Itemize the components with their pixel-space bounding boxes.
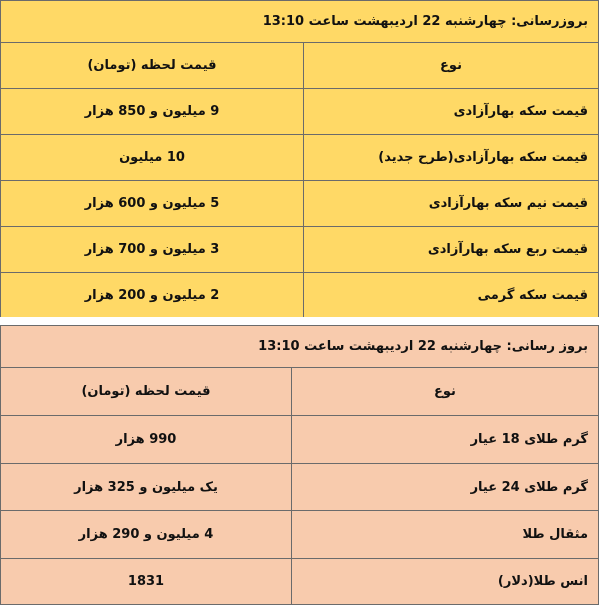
- row-type: گرم طلای 18 عیار: [292, 416, 599, 464]
- row-type: قیمت ربع سکه بهارآزادی: [304, 227, 599, 273]
- table-header-row: [1, 368, 599, 416]
- table-row: [1, 511, 599, 559]
- gold-price-table: [0, 325, 599, 605]
- row-price: 990 هزار: [1, 416, 292, 464]
- row-price: 1831: [1, 559, 292, 605]
- row-type: قیمت سکه بهارآزادی: [304, 89, 599, 135]
- row-type: گرم طلای 24 عیار: [292, 464, 599, 511]
- update-banner: بروزرسانی: چهارشنبه 22 اردیبهشت ساعت 13:10: [1, 1, 599, 43]
- row-type: قیمت سکه گرمی: [304, 273, 599, 318]
- row-type: قیمت سکه بهارآزادی(طرح جدید): [304, 135, 599, 181]
- row-price: 9 میلیون و 850 هزار: [1, 89, 304, 135]
- table-banner-row: [1, 1, 599, 43]
- table-row: [1, 89, 599, 135]
- table-banner-row: [1, 326, 599, 368]
- row-type: انس طلا(دلار): [292, 559, 599, 605]
- table-row: [1, 181, 599, 227]
- table-row: [1, 559, 599, 605]
- row-price: 4 میلیون و 290 هزار: [1, 511, 292, 559]
- header-type: نوع: [304, 43, 599, 89]
- table-row: [1, 273, 599, 318]
- row-price: 5 میلیون و 600 هزار: [1, 181, 304, 227]
- row-type: مثقال طلا: [292, 511, 599, 559]
- table-row: [1, 464, 599, 511]
- table-header-row: [1, 43, 599, 89]
- header-price: قیمت لحظه (تومان): [1, 43, 304, 89]
- table-row: [1, 135, 599, 181]
- table-row: [1, 416, 599, 464]
- header-type: نوع: [292, 368, 599, 416]
- row-price: 3 میلیون و 700 هزار: [1, 227, 304, 273]
- row-price: 10 میلیون: [1, 135, 304, 181]
- row-price: 2 میلیون و 200 هزار: [1, 273, 304, 318]
- update-banner: بروز رسانی: چهارشنبه 22 اردیبهشت ساعت 13:10: [1, 326, 599, 368]
- table-gap: [0, 317, 600, 325]
- table-row: [1, 227, 599, 273]
- header-price: قیمت لحظه (تومان): [1, 368, 292, 416]
- row-type: قیمت نیم سکه بهارآزادی: [304, 181, 599, 227]
- row-price: یک میلیون و 325 هزار: [1, 464, 292, 511]
